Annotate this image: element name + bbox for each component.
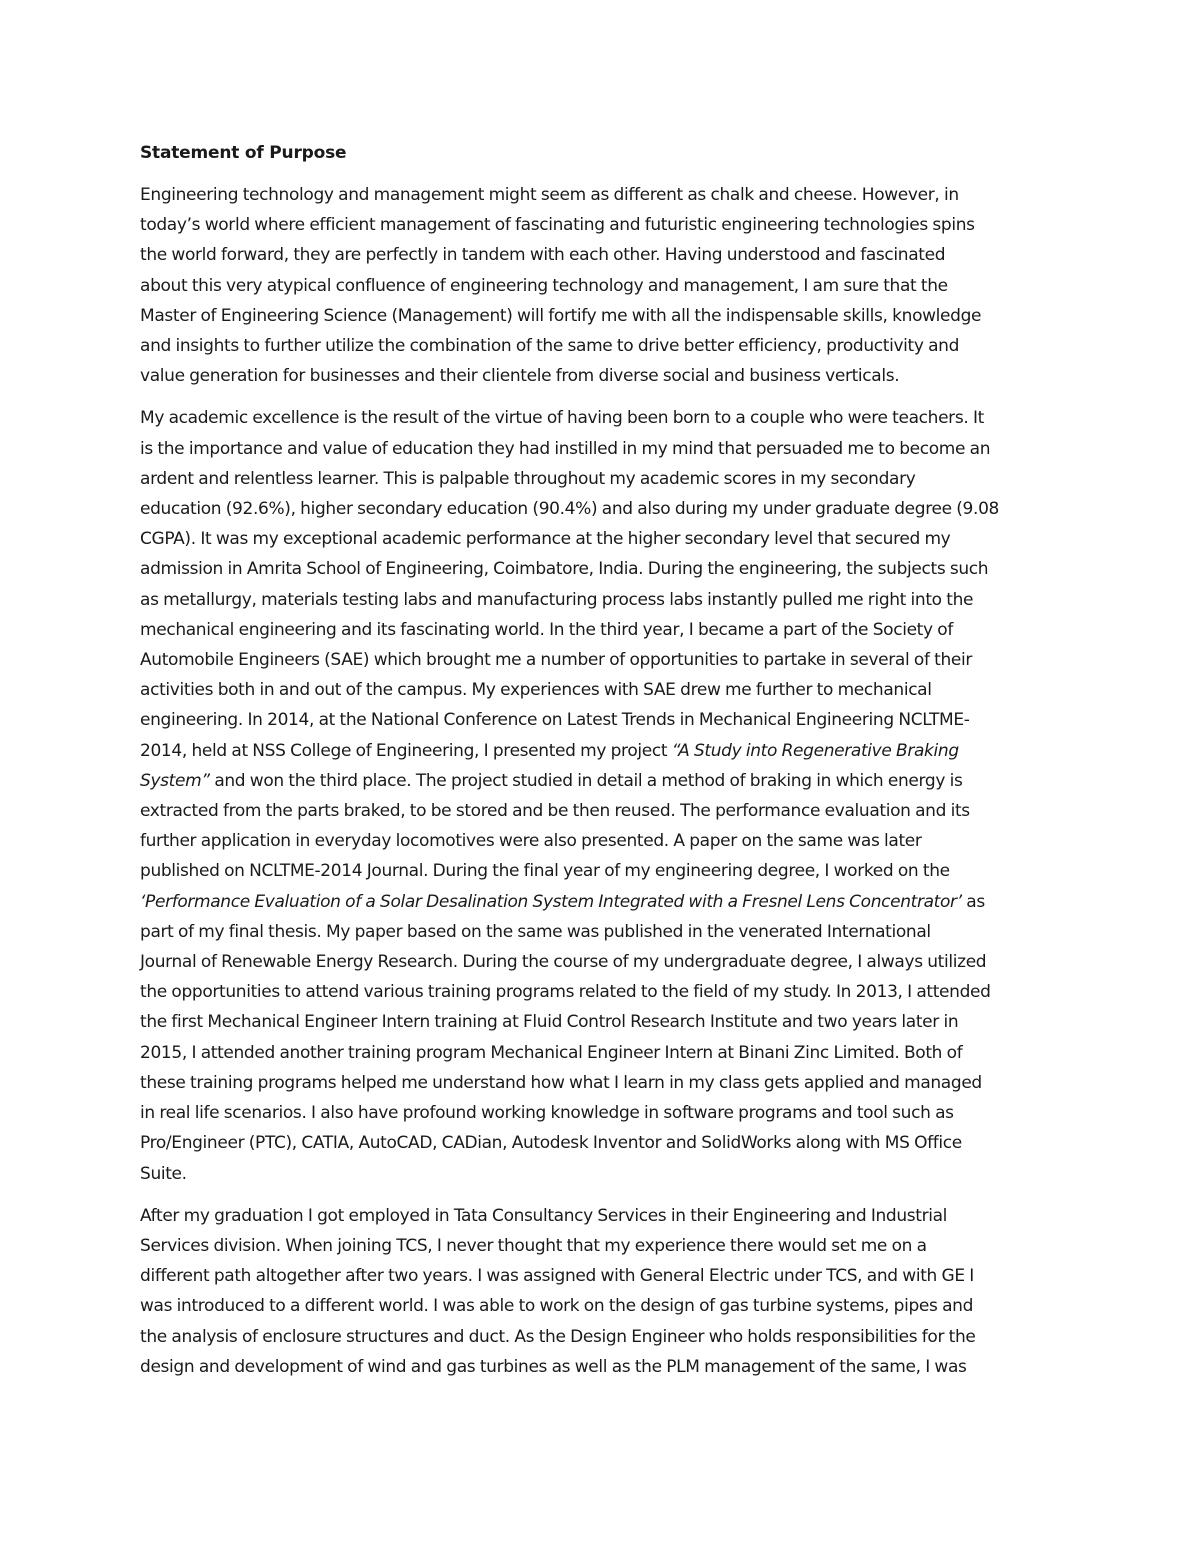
text-line: published on NCLTME-2014 Journal. During the final year of my engineering degree, I worked on the: [140, 861, 950, 882]
text-line: System” and won the third place. The project studied in detail a method of braking in which energy is: [140, 770, 963, 791]
text-line: part of my final thesis. My paper based on the same was published in the venerated International: [140, 921, 931, 942]
text-line: Suite.: [140, 1163, 187, 1184]
text-line: is the importance and value of education they had instilled in my mind that persuaded me to become an: [140, 438, 991, 459]
text-line: Pro/Engineer (PTC), CATIA, AutoCAD, CADian, Autodesk Inventor and SolidWorks along with MS Office: [140, 1133, 962, 1154]
text-line: the first Mechanical Engineer Intern training at Fluid Control Research Institute and two years later in: [140, 1012, 959, 1033]
text-line: Journal of Renewable Energy Research. During the course of my undergraduate degree, I always utilized: [140, 952, 987, 973]
italic-title-text: System”: [140, 770, 210, 791]
text-line: and insights to further utilize the combination of the same to drive better efficiency, productivity and: [140, 336, 960, 357]
text-line: value generation for businesses and their clientele from diverse social and business verticals.: [140, 366, 900, 387]
document-body: [140, 138, 1060, 1394]
text-line: design and development of wind and gas turbines as well as the PLM management of the same, I was: [140, 1356, 967, 1377]
text-line: the analysis of enclosure structures and duct. As the Design Engineer who holds responsibilities for the: [140, 1326, 976, 1347]
document-title: Statement of Purpose: [140, 143, 347, 163]
text-line: Services division. When joining TCS, I never thought that my experience there would set me on a: [140, 1235, 927, 1256]
paragraph-employment: [140, 1201, 1060, 1382]
text-line: CGPA). It was my exceptional academic performance at the higher secondary level that secured my: [140, 529, 951, 550]
text-line: ardent and relentless learner. This is palpable throughout my academic scores in my secondary: [140, 468, 916, 489]
text-line: admission in Amrita School of Engineering, Coimbatore, India. During the engineering, the subjects such: [140, 559, 989, 580]
text-line: Engineering technology and management might seem as different as chalk and cheese. However, in: [140, 185, 959, 205]
paragraph-academics: [140, 403, 1060, 1188]
text-line: further application in everyday locomotives were also presented. A paper on the same was later: [140, 831, 922, 852]
text-line: today’s world where efficient management of fascinating and futuristic engineering technologies spins: [140, 215, 975, 236]
text-line: Automobile Engineers (SAE) which brought me a number of opportunities to partake in several of their: [140, 650, 973, 671]
text-line: 2014, held at NSS College of Engineering, I presented my project “A Study into Regenerative Braking: [140, 740, 959, 761]
text-line: Master of Engineering Science (Management) will fortify me with all the indispensable skills, knowledge: [140, 305, 982, 326]
text-line: these training programs helped me understand how what I learn in my class gets applied and managed: [140, 1072, 982, 1093]
text-line: the opportunities to attend various training programs related to the field of my study. In 2013, I attended: [140, 982, 991, 1003]
text-line: in real life scenarios. I also have profound working knowledge in software programs and tool such as: [140, 1103, 954, 1124]
italic-title-text: ‘Performance Evaluation of a Solar Desalination System Integrated with a Fresnel Lens Concentrator’: [140, 891, 962, 912]
text-line: extracted from the parts braked, to be stored and be then reused. The performance evaluation and its: [140, 801, 970, 822]
text-line: After my graduation I got employed in Tata Consultancy Services in their Engineering and Industrial: [140, 1205, 948, 1226]
text-line: was introduced to a different world. I was able to work on the design of gas turbine systems, pipes and: [140, 1296, 974, 1317]
text-line: ‘Performance Evaluation of a Solar Desalination System Integrated with a Fresnel Lens Concentrator’ as: [140, 891, 985, 912]
italic-title-text: “A Study into Regenerative Braking: [671, 740, 959, 761]
text-line: education (92.6%), higher secondary education (90.4%) and also during my under graduate degree (9.08: [140, 499, 1000, 520]
text-line: mechanical engineering and its fascinating world. In the third year, I became a part of the Society of: [140, 619, 953, 640]
text-line: activities both in and out of the campus. My experiences with SAE drew me further to mechanical: [140, 680, 932, 701]
paragraph-intro: [140, 180, 1060, 391]
text-line: as metallurgy, materials testing labs and manufacturing process labs instantly pulled me right into the: [140, 589, 974, 610]
text-line: engineering. In 2014, at the National Conference on Latest Trends in Mechanical Engineering NCLTME-: [140, 710, 970, 731]
text-line: different path altogether after two years. I was assigned with General Electric under TCS, and with GE I: [140, 1266, 974, 1287]
text-line: 2015, I attended another training program Mechanical Engineer Intern at Binani Zinc Limited. Both of: [140, 1042, 963, 1063]
text-line: about this very atypical confluence of engineering technology and management, I am sure that the: [140, 275, 948, 296]
text-line: My academic excellence is the result of the virtue of having been born to a couple who were teachers. It: [140, 408, 984, 429]
text-line: the world forward, they are perfectly in tandem with each other. Having understood and fascinated: [140, 245, 946, 266]
